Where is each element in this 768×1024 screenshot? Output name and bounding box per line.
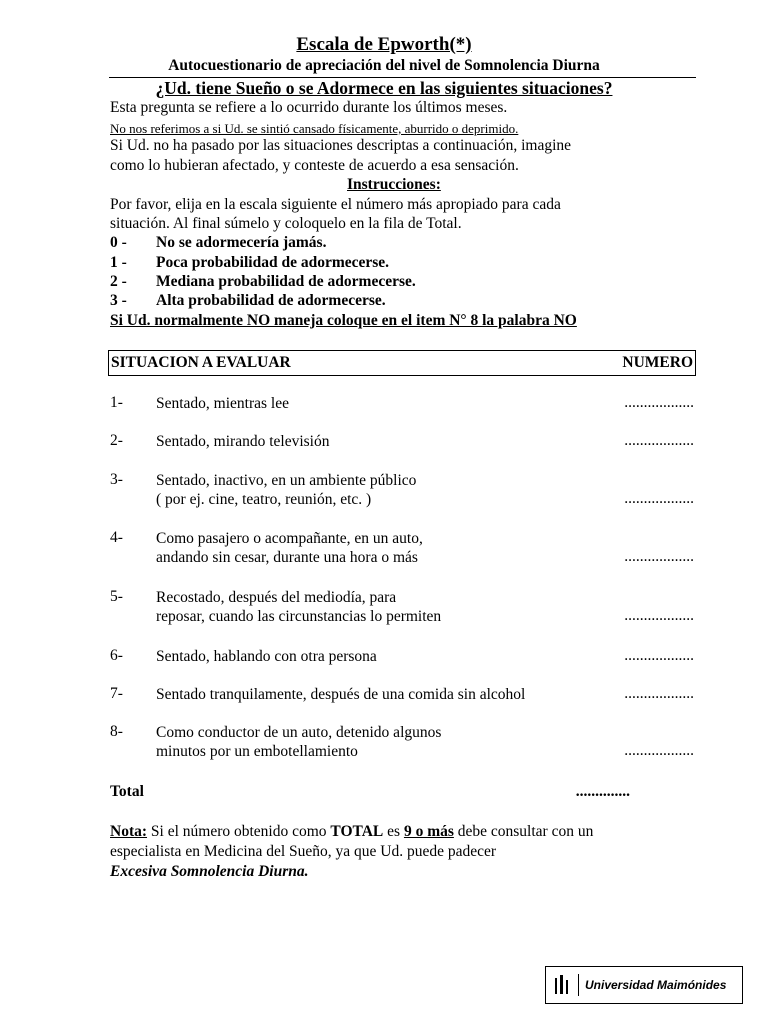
- situation-item-5: [110, 588, 696, 628]
- instructions-line-2: situación. Al final súmelo y coloquelo en la fila de Total.: [110, 215, 462, 232]
- item-text: Sentado tranquilamente, después de una comida sin alcohol: [156, 686, 526, 703]
- scale-number: 3 -: [110, 292, 127, 309]
- total-row: [110, 783, 630, 801]
- item-number: 1-: [110, 394, 123, 411]
- scale-text: No se adormecería jamás.: [156, 234, 327, 251]
- table-header: [108, 350, 696, 376]
- item-text-line-1: Recostado, después del mediodía, para: [156, 589, 397, 606]
- item-text: Sentado, hablando con otra persona: [156, 648, 377, 665]
- item-number: 4-: [110, 529, 123, 546]
- item-number: 2-: [110, 432, 123, 449]
- answer-blank[interactable]: ..................: [624, 394, 694, 411]
- answer-blank[interactable]: ..................: [624, 432, 694, 449]
- note-text-1: Si el número obtenido como: [147, 823, 331, 840]
- answer-blank[interactable]: ..................: [624, 607, 694, 624]
- item-text-line-2: minutos por un embotellamiento: [156, 743, 358, 760]
- note-total-word: TOTAL: [330, 823, 384, 840]
- note-threshold: 9 o más: [403, 823, 454, 840]
- item-text-line-2: andando sin cesar, durante una hora o más: [156, 549, 418, 566]
- note-block: [110, 822, 593, 882]
- scale-option-0: [110, 234, 326, 252]
- instructions-heading: Instrucciones:: [347, 176, 441, 193]
- note-line-2: especialista en Medicina del Sueño, ya que Ud. puede padecer: [110, 843, 497, 860]
- logo-divider: [578, 974, 579, 996]
- scale-number: 2 -: [110, 273, 127, 290]
- situation-item-1: [110, 394, 696, 414]
- total-blank[interactable]: ..............: [575, 783, 630, 800]
- item-text: [156, 723, 441, 761]
- item-text: [156, 529, 423, 567]
- situation-item-7: [110, 685, 696, 705]
- note-text-2: es: [383, 823, 404, 840]
- item-text: Sentado, mientras lee: [156, 395, 289, 412]
- note-line-3: Excesiva Somnolencia Diurna.: [110, 863, 309, 880]
- situation-item-4: [110, 529, 696, 569]
- item-text-line-1: Sentado, inactivo, en un ambiente público: [156, 472, 417, 489]
- answer-blank[interactable]: ..................: [624, 490, 694, 507]
- situation-item-2: [110, 432, 696, 452]
- item-text-line-1: Como pasajero o acompañante, en un auto,: [156, 530, 423, 547]
- total-label: Total: [110, 783, 144, 800]
- scale-text: Mediana probabilidad de adormecerse.: [156, 273, 416, 290]
- intro-line-3: Si Ud. no ha pasado por las situaciones descriptas a continuación, imagine: [110, 137, 572, 154]
- scale-option-2: [110, 273, 416, 291]
- item-text-line-1: Como conductor de un auto, detenido algunos: [156, 724, 442, 741]
- note-label: Nota:: [110, 823, 148, 840]
- scale-text: Poca probabilidad de adormecerse.: [156, 254, 390, 271]
- item-text-line-2: ( por ej. cine, teatro, reunión, etc. ): [156, 491, 372, 508]
- university-name: Universidad Maimónides: [585, 978, 727, 992]
- item-number: 6-: [110, 647, 123, 664]
- item-text: Sentado, mirando televisión: [156, 433, 330, 450]
- document-title: Escala de Epworth(*): [296, 34, 472, 55]
- scale-number: 0 -: [110, 234, 127, 251]
- situation-item-3: [110, 471, 696, 511]
- document-subtitle: Autocuestionario de apreciación del nivel de Somnolencia Diurna: [168, 57, 600, 74]
- intro-line-4: como lo hubieran afectado, y conteste de acuerdo a esa sensación.: [110, 157, 519, 174]
- main-question: ¿Ud. tiene Sueño o se Adormece en las siguientes situaciones?: [155, 78, 613, 98]
- item-number: 8-: [110, 723, 123, 740]
- scale-number: 1 -: [110, 254, 127, 271]
- item-text: [156, 471, 416, 509]
- university-logo: [545, 966, 743, 1004]
- answer-blank[interactable]: ..................: [624, 742, 694, 759]
- item-number: 7-: [110, 685, 123, 702]
- column-header-number: NUMERO: [622, 354, 693, 371]
- item-number: 5-: [110, 588, 123, 605]
- university-logo-icon: [551, 974, 575, 996]
- instructions-line-1: Por favor, elija en la escala siguiente el número más apropiado para cada: [110, 196, 561, 213]
- intro-line-2: No nos referimos a si Ud. se sintió cansado físicamente, aburrido o deprimido.: [110, 121, 519, 136]
- item-number: 3-: [110, 471, 123, 488]
- answer-blank[interactable]: ..................: [624, 647, 694, 664]
- item-text: [156, 588, 441, 626]
- situation-item-8: [110, 723, 696, 763]
- driving-note: Si Ud. normalmente NO maneja coloque en el item N° 8 la palabra NO: [110, 312, 577, 329]
- item-text-line-2: reposar, cuando las circunstancias lo permiten: [156, 608, 442, 625]
- answer-blank[interactable]: ..................: [624, 685, 694, 702]
- answer-blank[interactable]: ..................: [624, 548, 694, 565]
- note-text-3: debe consultar con un: [453, 823, 594, 840]
- scale-text: Alta probabilidad de adormecerse.: [156, 292, 386, 309]
- scale-option-3: [110, 292, 386, 310]
- column-header-situation: SITUACION A EVALUAR: [111, 354, 291, 371]
- intro-line-1: Esta pregunta se refiere a lo ocurrido durante los últimos meses.: [110, 99, 508, 116]
- situation-item-6: [110, 647, 696, 667]
- scale-option-1: [110, 254, 389, 272]
